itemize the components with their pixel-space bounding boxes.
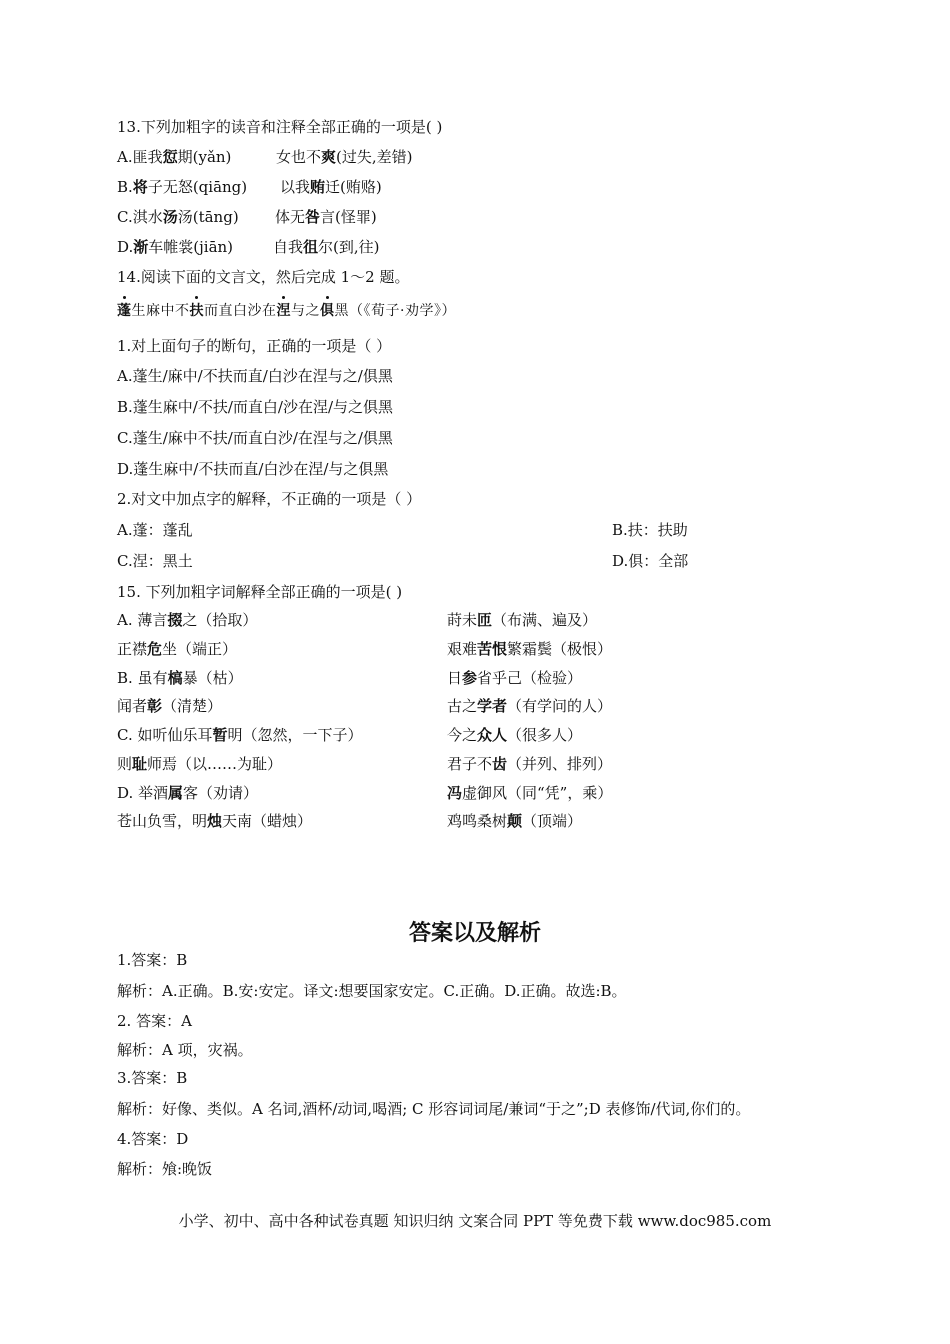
q15-row-right: 冯虚御风（同“凭”，乘） xyxy=(447,784,613,802)
q14-sub1-option-d: D.蓬生麻中/不扶而直/白沙在涅/与之俱黑 xyxy=(117,460,389,478)
q14-sub2-option-a: A.蓬：蓬乱 xyxy=(117,521,193,539)
answer-line: 2. 答案：A xyxy=(117,1012,192,1030)
answer-line: 3.答案：B xyxy=(117,1069,188,1087)
q15-row-left: C. 如听仙乐耳暂明（忽然，一下子） xyxy=(117,726,363,744)
q15-row-left: A. 薄言掇之（拾取） xyxy=(117,611,258,629)
q14-passage: 蓬生麻中不扶而直白沙在涅与之俱黑（《荀子·劝学》） xyxy=(117,303,456,319)
q15-row-left: 正襟危坐（端正） xyxy=(117,640,238,658)
q15-row-left: 苍山负雪，明烛天南（蜡烛） xyxy=(117,812,313,830)
q14-sub2-stem: 2.对文中加点字的解释，不正确的一项是（ ） xyxy=(117,490,422,508)
q15-row-left: D. 举酒属客（劝请） xyxy=(117,784,259,802)
q15-row-right: 君子不齿（并列、排列） xyxy=(447,755,613,773)
q13-option-c: C.淇水汤汤(tāng) xyxy=(117,208,239,226)
q13-option-a: A.匪我愆期(yǎn) xyxy=(117,148,232,166)
q13-option-b-second: 以我贿迁(贿赂) xyxy=(280,178,382,196)
q14-stem: 14.阅读下面的文言文，然后完成 1～2 题。 xyxy=(117,268,410,286)
analysis-line: 解析：A.正确。B.安:安定。译文:想要国家安定。C.正确。D.正确。故选:B。 xyxy=(117,982,627,1000)
page-footer: 小学、初中、高中各种试卷真题 知识归纳 文案合同 PPT 等免费下载 www.doc985.com xyxy=(178,1212,772,1230)
answer-line: 4.答案：D xyxy=(117,1130,189,1148)
q15-row-right: 古之学者（有学问的人） xyxy=(447,697,613,715)
q14-sub1-option-b: B.蓬生麻中/不扶/而直白/沙在涅/与之俱黑 xyxy=(117,398,394,416)
q13-option-c-second: 体无咎言(怪罪) xyxy=(275,208,377,226)
q15-row-left: 则耻师焉（以……为耻） xyxy=(117,755,283,773)
q15-stem: 15. 下列加粗字词解释全部正确的一项是( ) xyxy=(117,583,403,601)
analysis-line: 解析：A 项，灾祸。 xyxy=(117,1041,253,1059)
q15-row-right: 艰难苦恨繁霜鬓（极恨） xyxy=(447,640,613,658)
q13-stem: 13.下列加粗字的读音和注释全部正确的一项是( ) xyxy=(117,118,443,136)
q14-sub1-option-a: A.蓬生/麻中/不扶而直/白沙在涅与之/俱黑 xyxy=(117,367,393,385)
q15-row-left: 闻者彰（清楚） xyxy=(117,697,223,715)
answers-heading: 答案以及解析 xyxy=(408,921,541,946)
q14-sub1-stem: 1.对上面句子的断句，正确的一项是（ ） xyxy=(117,337,392,355)
q14-sub2-option-c: C.涅：黑土 xyxy=(117,552,193,570)
q13-option-a-second: 女也不爽(过失,差错) xyxy=(276,148,413,166)
analysis-line: 解析：好像、类似。A 名词,酒杯/动词,喝酒; C 形容词词尾/兼词“于之”;D 表修饰/代词,你们的。 xyxy=(117,1100,751,1118)
q15-row-right: 日参省乎己（检验） xyxy=(447,669,583,687)
q14-sub1-option-c: C.蓬生/麻中不扶/而直白沙/在涅与之/俱黑 xyxy=(117,429,393,447)
q15-row-left: B. 虽有槁暴（枯） xyxy=(117,669,243,687)
q13-option-b: B.将子无怒(qiāng) xyxy=(117,178,248,196)
q14-sub2-option-b: B.扶：扶助 xyxy=(612,521,688,539)
q13-option-d: D.渐车帷裳(jiān) xyxy=(117,238,234,256)
q15-row-right: 今之众人（很多人） xyxy=(447,726,583,744)
answer-line: 1.答案：B xyxy=(117,951,188,969)
q15-row-right: 莳未匝（布满、遍及） xyxy=(447,611,598,629)
q14-sub2-option-d: D.俱：全部 xyxy=(612,552,689,570)
q13-option-d-second: 自我徂尔(到,往) xyxy=(273,238,380,256)
analysis-line: 解析：飧:晚饭 xyxy=(117,1160,213,1178)
q15-row-right: 鸡鸣桑树颠（顶端） xyxy=(447,812,583,830)
